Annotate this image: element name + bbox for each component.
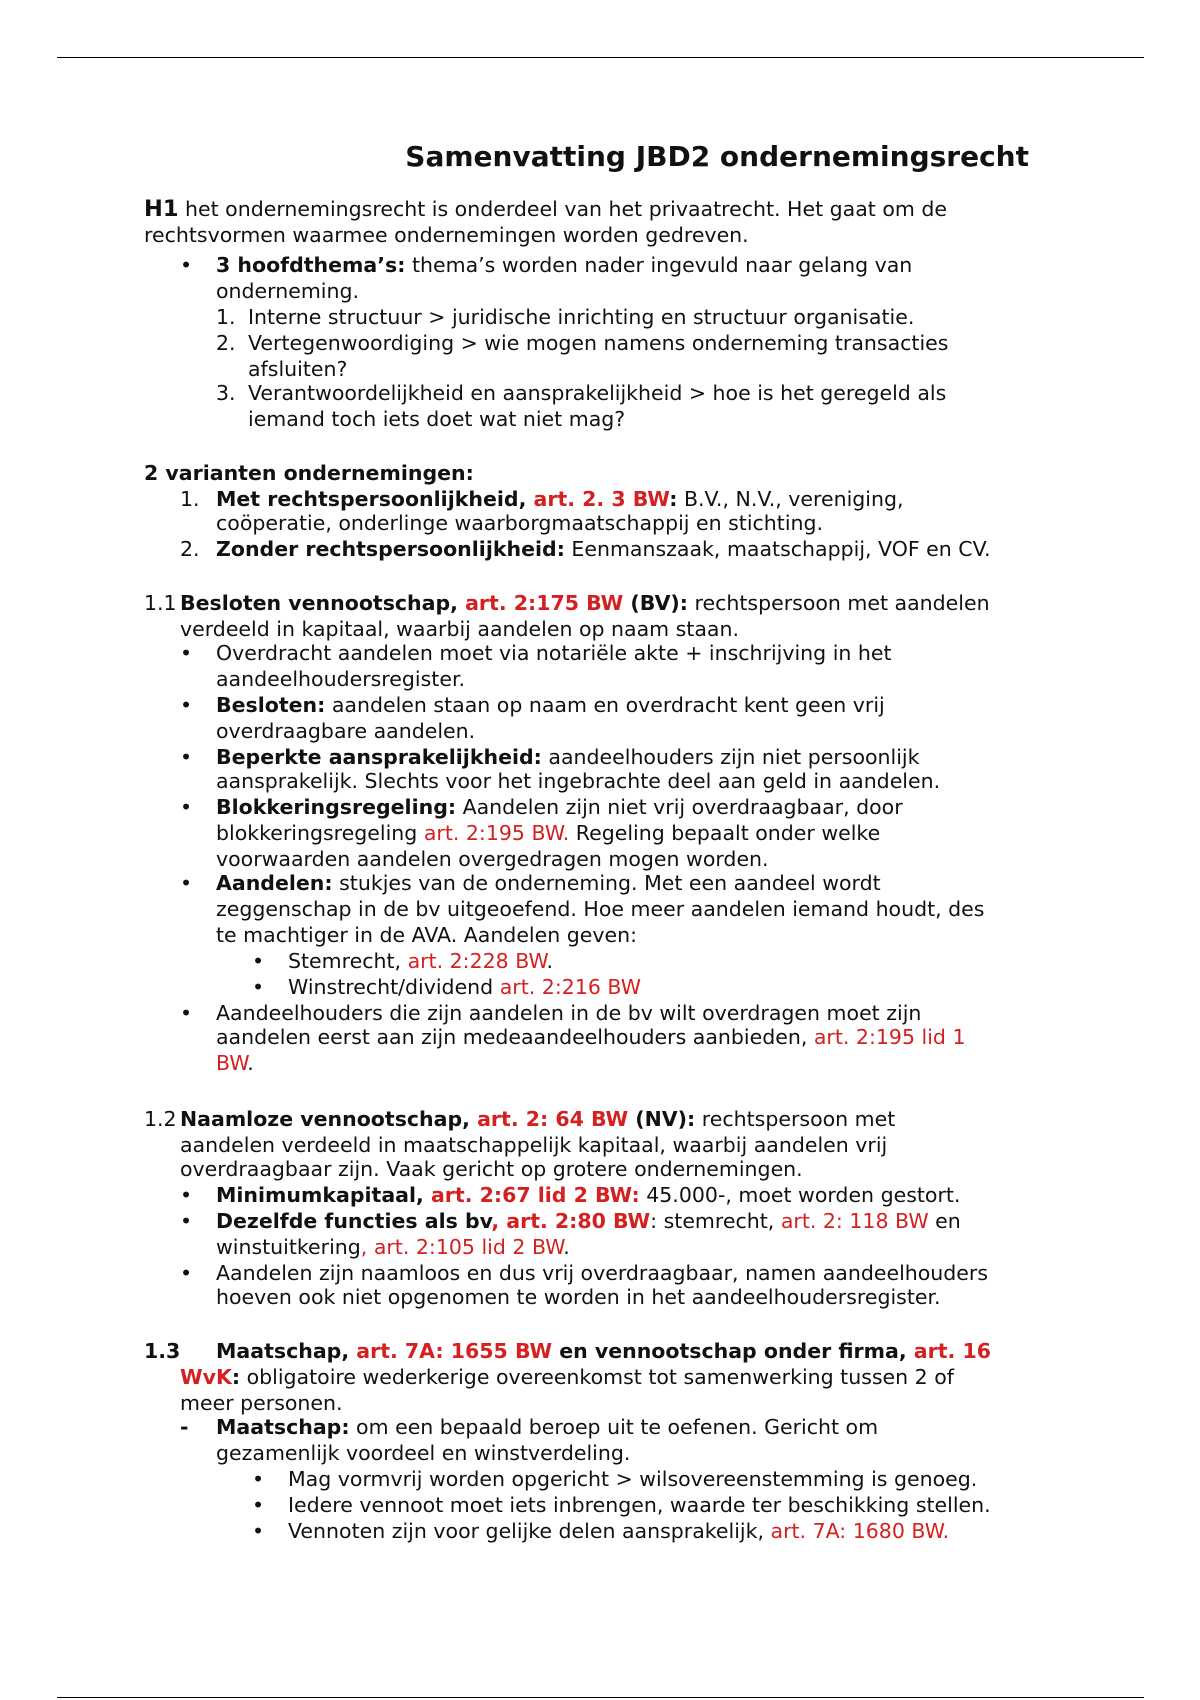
bullet-item-line2: overdraagbare aandelen. — [216, 719, 476, 743]
bullet-icon: • — [180, 641, 193, 665]
bullet-icon: • — [180, 693, 193, 717]
bullet-item-line2: aandeelhoudersregister. — [216, 667, 466, 691]
law-reference: art. 2:216 BW — [499, 975, 641, 999]
section-text-line2: verdeeld in kapitaal, waarbij aandelen op naam staan. — [180, 617, 739, 641]
bullet-icon: • — [180, 745, 193, 769]
bullet-item-line3: te machtiger in de AVA. Aandelen geven: — [216, 923, 638, 947]
law-reference: art. 2. 3 BW — [533, 487, 670, 511]
section-number: 1.1 — [144, 591, 177, 615]
bullet-icon: • — [180, 1261, 193, 1285]
law-reference: art. 2:175 BW — [465, 591, 624, 615]
section-text-line2: aandelen verdeeld in maatschappelijk kapitaal, waarbij aandelen vrij — [180, 1133, 888, 1157]
sub-bullet-item: Mag vormvrij worden opgericht > wilsovereenstemming is genoeg. — [288, 1467, 978, 1491]
sub-bullet-item: Iedere vennoot moet iets inbrengen, waarde ter beschikking stellen. — [288, 1493, 991, 1517]
variant-item-line2: coöperatie, onderlinge waarborgmaatschappij en stichting. — [216, 511, 824, 535]
law-reference: , art. 2:105 lid 2 BW — [360, 1235, 564, 1259]
law-reference: art. 2:67 lid 2 BW: — [430, 1183, 640, 1207]
list-item-line2: afsluiten? — [248, 357, 348, 381]
list-number: 2. — [216, 331, 236, 355]
bullet-item-line2: blokkeringsregeling art. 2:195 BW. Regeling bepaalt onder welke — [216, 821, 881, 845]
sub-bullet-item: Vennoten zijn voor gelijke delen aansprakelijk, art. 7A: 1680 BW. — [288, 1519, 950, 1543]
variant-item: Met rechtspersoonlijkheid, art. 2. 3 BW: B.V., N.V., vereniging, — [216, 487, 904, 511]
bullet-icon: • — [180, 795, 193, 819]
dash-item: Maatschap: om een bepaald beroep uit te oefenen. Gericht om — [216, 1415, 879, 1439]
bullet-icon: • — [180, 253, 193, 277]
bullet-icon: • — [180, 871, 193, 895]
section-text-line2: WvK: obligatoire wederkerige overeenkomst tot samenwerking tussen 2 of — [180, 1365, 954, 1389]
law-reference: art. 2: 118 BW — [780, 1209, 929, 1233]
bullet-item-line3: voorwaarden aandelen overgedragen mogen worden. — [216, 847, 769, 871]
document-title: Samenvatting JBD2 ondernemingsrecht — [405, 140, 1029, 173]
list-number: 1. — [180, 487, 200, 511]
sub-bullet-icon: • — [252, 1519, 265, 1543]
dash-item-line2: gezamenlijk voordeel en winstverdeling. — [216, 1441, 631, 1465]
sub-bullet-icon: • — [252, 975, 265, 999]
section-heading-bv: Besloten vennootschap, art. 2:175 BW (BV): rechtspersoon met aandelen — [180, 591, 990, 615]
list-item-line2: iemand toch iets doet wat niet mag? — [248, 407, 626, 431]
law-reference: art. 2:195 BW. — [423, 821, 570, 845]
section-heading-maatschap: Maatschap, art. 7A: 1655 BW en vennootschap onder firma, art. 16 — [216, 1339, 991, 1363]
section-text-line3: overdraagbaar zijn. Vaak gericht op grotere ondernemingen. — [180, 1157, 803, 1181]
law-reference: art. 2:228 BW — [407, 949, 547, 973]
section-heading-nv: Naamloze vennootschap, art. 2: 64 BW (NV): rechtspersoon met — [180, 1107, 896, 1131]
footer-rule — [57, 1697, 1144, 1698]
law-reference: art. 2:80 BW — [506, 1209, 651, 1233]
sub-bullet-icon: • — [252, 1493, 265, 1517]
bullet-icon: • — [180, 1001, 193, 1025]
themes-item: 3 hoofdthema’s: thema’s worden nader ingevuld naar gelang van — [216, 253, 913, 277]
sub-bullet-icon: • — [252, 949, 265, 973]
sub-bullet-item: Stemrecht, art. 2:228 BW. — [288, 949, 553, 973]
sub-bullet-item: Winstrecht/dividend art. 2:216 BW — [288, 975, 641, 999]
list-number: 2. — [180, 537, 200, 561]
bullet-item-line3: BW. — [216, 1051, 254, 1075]
bullet-item: Overdracht aandelen moet via notariële akte + inschrijving in het — [216, 641, 892, 665]
section-number: 1.3 — [144, 1339, 181, 1363]
dash-icon: - — [180, 1415, 189, 1439]
list-number: 1. — [216, 305, 236, 329]
law-reference: art. 7A: 1655 BW — [356, 1339, 553, 1363]
list-item: Vertegenwoordiging > wie mogen namens onderneming transacties — [248, 331, 949, 355]
bullet-item-line2: aansprakelijk. Slechts voor het ingebrachte deel aan geld in aandelen. — [216, 769, 941, 793]
bullet-item: Besloten: aandelen staan op naam en overdracht kent geen vrij — [216, 693, 885, 717]
intro-paragraph: H1 het ondernemingsrecht is onderdeel van het privaatrecht. Het gaat om de — [144, 196, 947, 222]
bullet-item: Aandelen: stukjes van de onderneming. Met een aandeel wordt — [216, 871, 881, 895]
law-reference: art. 16 — [913, 1339, 991, 1363]
list-number: 3. — [216, 381, 236, 405]
bullet-item: Aandeelhouders die zijn aandelen in de bv wilt overdragen moet zijn — [216, 1001, 922, 1025]
bullet-item: Dezelfde functies als bv, art. 2:80 BW: stemrecht, art. 2: 118 BW en — [216, 1209, 961, 1233]
bullet-item-line2: winstuitkering, art. 2:105 lid 2 BW. — [216, 1235, 570, 1259]
bullet-item: Beperkte aansprakelijkheid: aandeelhouders zijn niet persoonlijk — [216, 745, 920, 769]
chapter-label: H1 — [144, 196, 179, 222]
section-number: 1.2 — [144, 1107, 177, 1131]
bullet-icon: • — [180, 1209, 193, 1233]
variants-heading: 2 varianten ondernemingen: — [144, 461, 474, 485]
law-reference: art. 2:195 lid 1 — [813, 1025, 966, 1049]
list-item: Verantwoordelijkheid en aansprakelijkheid > hoe is het geregeld als — [248, 381, 947, 405]
law-reference: art. 2: 64 BW — [477, 1107, 629, 1131]
bullet-item: Aandelen zijn naamloos en dus vrij overdraagbaar, namen aandeelhouders — [216, 1261, 989, 1285]
bullet-item: Blokkeringsregeling: Aandelen zijn niet vrij overdraagbaar, door — [216, 795, 903, 819]
variant-item: Zonder rechtspersoonlijkheid: Eenmanszaak, maatschappij, VOF en CV. — [216, 537, 991, 561]
bullet-item: Minimumkapitaal, art. 2:67 lid 2 BW: 45.000-, moet worden gestort. — [216, 1183, 961, 1207]
sub-bullet-icon: • — [252, 1467, 265, 1491]
list-item: Interne structuur > juridische inrichting en structuur organisatie. — [248, 305, 915, 329]
section-text-line3: meer personen. — [180, 1391, 343, 1415]
bullet-item-line2: zeggenschap in de bv uitgeoefend. Hoe meer aandelen iemand houdt, des — [216, 897, 985, 921]
law-reference: art. 7A: 1680 BW — [770, 1519, 943, 1543]
header-rule — [57, 57, 1144, 58]
intro-paragraph-line2: rechtsvormen waarmee ondernemingen worden gedreven. — [144, 223, 749, 247]
themes-item-line2: onderneming. — [216, 279, 360, 303]
bullet-icon: • — [180, 1183, 193, 1207]
bullet-item-line2: aandelen eerst aan zijn medeaandeelhouders aanbieden, art. 2:195 lid 1 — [216, 1025, 966, 1049]
bullet-item-line2: hoeven ook niet opgenomen te worden in het aandeelhoudersregister. — [216, 1285, 941, 1309]
